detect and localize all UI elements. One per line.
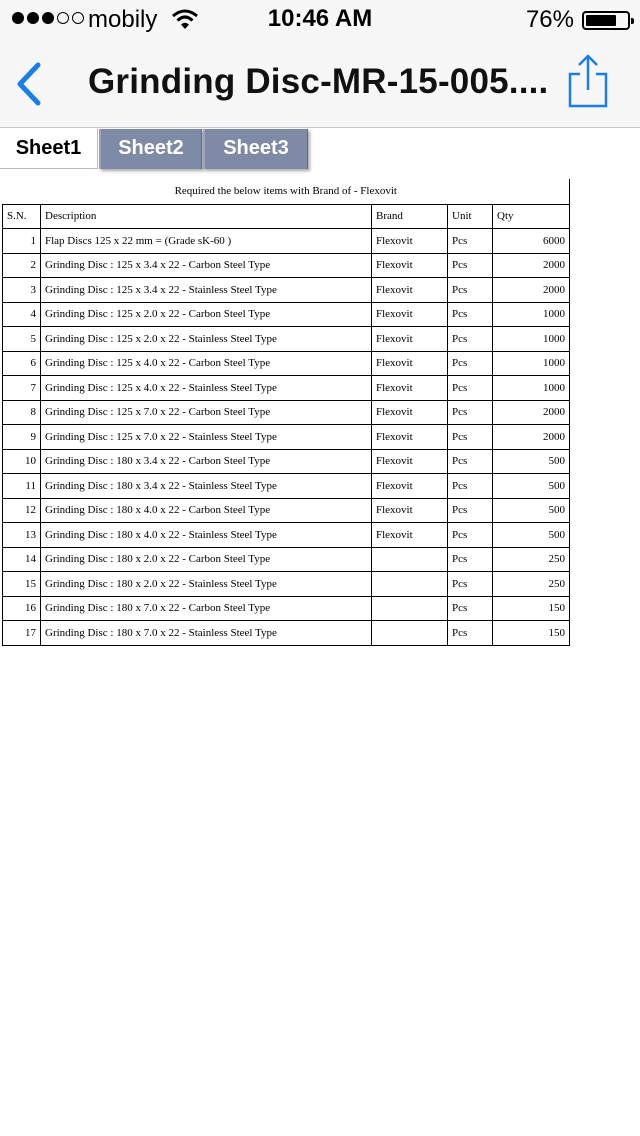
table-cell[interactable]: 1000 xyxy=(493,327,570,352)
table-cell[interactable]: 17 xyxy=(3,621,41,646)
carrier-name: mobily xyxy=(88,6,158,33)
table-cell[interactable]: Grinding Disc : 180 x 4.0 x 22 - Carbon Steel Type xyxy=(41,498,372,523)
table-cell[interactable]: 250 xyxy=(493,572,570,597)
table-cell[interactable]: Flexovit xyxy=(372,498,448,523)
table-cell[interactable]: Flexovit xyxy=(372,376,448,401)
table-row xyxy=(3,523,570,548)
table-cell[interactable]: Pcs xyxy=(448,376,493,401)
table-cell[interactable]: Pcs xyxy=(448,498,493,523)
table-cell[interactable]: Grinding Disc : 125 x 2.0 x 22 - Stainless Steel Type xyxy=(41,327,372,352)
table-cell[interactable]: 500 xyxy=(493,498,570,523)
table-cell[interactable]: Pcs xyxy=(448,229,493,254)
table-cell[interactable]: 500 xyxy=(493,474,570,499)
table-cell[interactable]: Pcs xyxy=(448,523,493,548)
table-cell[interactable]: Grinding Disc : 125 x 3.4 x 22 - Carbon Steel Type xyxy=(41,253,372,278)
tab-sheet2[interactable]: Sheet2 xyxy=(99,129,202,169)
table-cell[interactable]: Pcs xyxy=(448,253,493,278)
table-cell[interactable]: Grinding Disc : 125 x 4.0 x 22 - Carbon Steel Type xyxy=(41,351,372,376)
table-row xyxy=(3,498,570,523)
table-cell[interactable]: Grinding Disc : 125 x 7.0 x 22 - Carbon Steel Type xyxy=(41,400,372,425)
table-cell[interactable]: Pcs xyxy=(448,425,493,450)
table-row xyxy=(3,278,570,303)
table-cell[interactable]: Pcs xyxy=(448,278,493,303)
table-cell[interactable]: 15 xyxy=(3,572,41,597)
sheet-caption-row xyxy=(3,179,570,204)
table-cell[interactable]: Grinding Disc : 180 x 2.0 x 22 - Stainless Steel Type xyxy=(41,572,372,597)
header-cell: Description xyxy=(41,204,372,229)
table-row xyxy=(3,449,570,474)
table-cell[interactable]: 10 xyxy=(3,449,41,474)
table-cell[interactable]: Grinding Disc : 180 x 4.0 x 22 - Stainless Steel Type xyxy=(41,523,372,548)
table-cell[interactable]: 12 xyxy=(3,498,41,523)
share-icon[interactable] xyxy=(566,52,610,110)
table-cell[interactable]: 150 xyxy=(493,621,570,646)
status-bar xyxy=(0,0,640,40)
table-cell[interactable]: Flexovit xyxy=(372,449,448,474)
table-cell[interactable]: Pcs xyxy=(448,400,493,425)
chevron-left-icon[interactable] xyxy=(12,60,46,108)
table-cell[interactable]: Grinding Disc : 180 x 3.4 x 22 - Carbon Steel Type xyxy=(41,449,372,474)
table-cell[interactable]: 4 xyxy=(3,302,41,327)
table-cell[interactable]: 500 xyxy=(493,449,570,474)
tab-sheet3[interactable]: Sheet3 xyxy=(203,129,308,169)
sheet-tabs xyxy=(0,129,640,169)
table-cell[interactable]: Grinding Disc : 125 x 7.0 x 22 - Stainless Steel Type xyxy=(41,425,372,450)
table-cell[interactable]: Pcs xyxy=(448,621,493,646)
table-cell[interactable]: 2000 xyxy=(493,400,570,425)
table-cell[interactable] xyxy=(372,547,448,572)
table-cell[interactable]: Pcs xyxy=(448,327,493,352)
table-cell[interactable] xyxy=(372,572,448,597)
sheet-caption: Required the below items with Brand of - Flexovit xyxy=(3,179,570,204)
table-cell[interactable]: Flexovit xyxy=(372,278,448,303)
battery-icon xyxy=(582,11,630,30)
table-cell[interactable]: Flap Discs 125 x 22 mm = (Grade sK-60 ) xyxy=(41,229,372,254)
table-cell[interactable]: 2000 xyxy=(493,425,570,450)
table-cell[interactable]: Flexovit xyxy=(372,400,448,425)
table-row xyxy=(3,474,570,499)
table-cell[interactable]: Grinding Disc : 180 x 7.0 x 22 - Carbon Steel Type xyxy=(41,596,372,621)
table-cell[interactable]: 16 xyxy=(3,596,41,621)
table-row xyxy=(3,572,570,597)
table-cell[interactable]: 1000 xyxy=(493,302,570,327)
table-row xyxy=(3,425,570,450)
table-cell[interactable]: Pcs xyxy=(448,547,493,572)
table-cell[interactable]: 7 xyxy=(3,376,41,401)
table-row xyxy=(3,376,570,401)
table-cell[interactable]: Grinding Disc : 125 x 3.4 x 22 - Stainless Steel Type xyxy=(41,278,372,303)
header-cell: Brand xyxy=(372,204,448,229)
table-row xyxy=(3,302,570,327)
table-row xyxy=(3,547,570,572)
table-cell[interactable]: Flexovit xyxy=(372,425,448,450)
header-row xyxy=(3,204,570,229)
table-cell[interactable]: Flexovit xyxy=(372,302,448,327)
table-cell[interactable]: Flexovit xyxy=(372,253,448,278)
table-cell[interactable]: Flexovit xyxy=(372,229,448,254)
table-cell[interactable]: Pcs xyxy=(448,596,493,621)
table-cell[interactable]: 5 xyxy=(3,327,41,352)
table-cell[interactable]: 250 xyxy=(493,547,570,572)
document-title: Grinding Disc-MR-15-005.... xyxy=(88,62,549,101)
table-row xyxy=(3,351,570,376)
clock: 10:46 AM xyxy=(267,5,373,32)
table-row xyxy=(3,400,570,425)
navigation-header xyxy=(0,0,640,128)
header-cell: Qty xyxy=(493,204,570,229)
table-cell[interactable]: Grinding Disc : 125 x 4.0 x 22 - Stainless Steel Type xyxy=(41,376,372,401)
table-cell[interactable]: 150 xyxy=(493,596,570,621)
table-cell[interactable]: 9 xyxy=(3,425,41,450)
table-row xyxy=(3,621,570,646)
spreadsheet xyxy=(2,179,570,646)
table-cell[interactable]: 1 xyxy=(3,229,41,254)
table-cell[interactable]: 11 xyxy=(3,474,41,499)
table-cell[interactable]: 2 xyxy=(3,253,41,278)
table-cell[interactable]: 1000 xyxy=(493,376,570,401)
table-cell[interactable]: 2000 xyxy=(493,278,570,303)
table-cell[interactable]: 3 xyxy=(3,278,41,303)
table-cell[interactable]: Pcs xyxy=(448,449,493,474)
table-cell[interactable]: 13 xyxy=(3,523,41,548)
table-row xyxy=(3,253,570,278)
table-cell[interactable]: 6 xyxy=(3,351,41,376)
table-cell[interactable]: Flexovit xyxy=(372,351,448,376)
table-cell[interactable]: Grinding Disc : 125 x 2.0 x 22 - Carbon Steel Type xyxy=(41,302,372,327)
table-row xyxy=(3,327,570,352)
table-cell[interactable] xyxy=(372,621,448,646)
table-cell[interactable]: 14 xyxy=(3,547,41,572)
table-cell[interactable]: Grinding Disc : 180 x 3.4 x 22 - Stainless Steel Type xyxy=(41,474,372,499)
table-cell[interactable]: 500 xyxy=(493,523,570,548)
table-cell[interactable]: Grinding Disc : 180 x 2.0 x 22 - Carbon Steel Type xyxy=(41,547,372,572)
table-row xyxy=(3,596,570,621)
header-cell: Unit xyxy=(448,204,493,229)
table-cell[interactable]: Pcs xyxy=(448,572,493,597)
table-cell[interactable]: Pcs xyxy=(448,302,493,327)
table-cell[interactable] xyxy=(372,596,448,621)
table-cell[interactable]: 8 xyxy=(3,400,41,425)
table-cell[interactable]: Grinding Disc : 180 x 7.0 x 22 - Stainless Steel Type xyxy=(41,621,372,646)
table-cell[interactable]: Flexovit xyxy=(372,327,448,352)
table-cell[interactable]: Pcs xyxy=(448,474,493,499)
table-cell[interactable]: Flexovit xyxy=(372,523,448,548)
table-cell[interactable]: 1000 xyxy=(493,351,570,376)
table-cell[interactable]: 2000 xyxy=(493,253,570,278)
table-row xyxy=(3,229,570,254)
table-cell[interactable]: Flexovit xyxy=(372,474,448,499)
battery-percentage: 76% xyxy=(525,6,574,33)
table-cell[interactable]: 6000 xyxy=(493,229,570,254)
tab-sheet1[interactable]: Sheet1 xyxy=(0,129,98,169)
header-cell: S.N. xyxy=(3,204,41,229)
table-cell[interactable]: Pcs xyxy=(448,351,493,376)
